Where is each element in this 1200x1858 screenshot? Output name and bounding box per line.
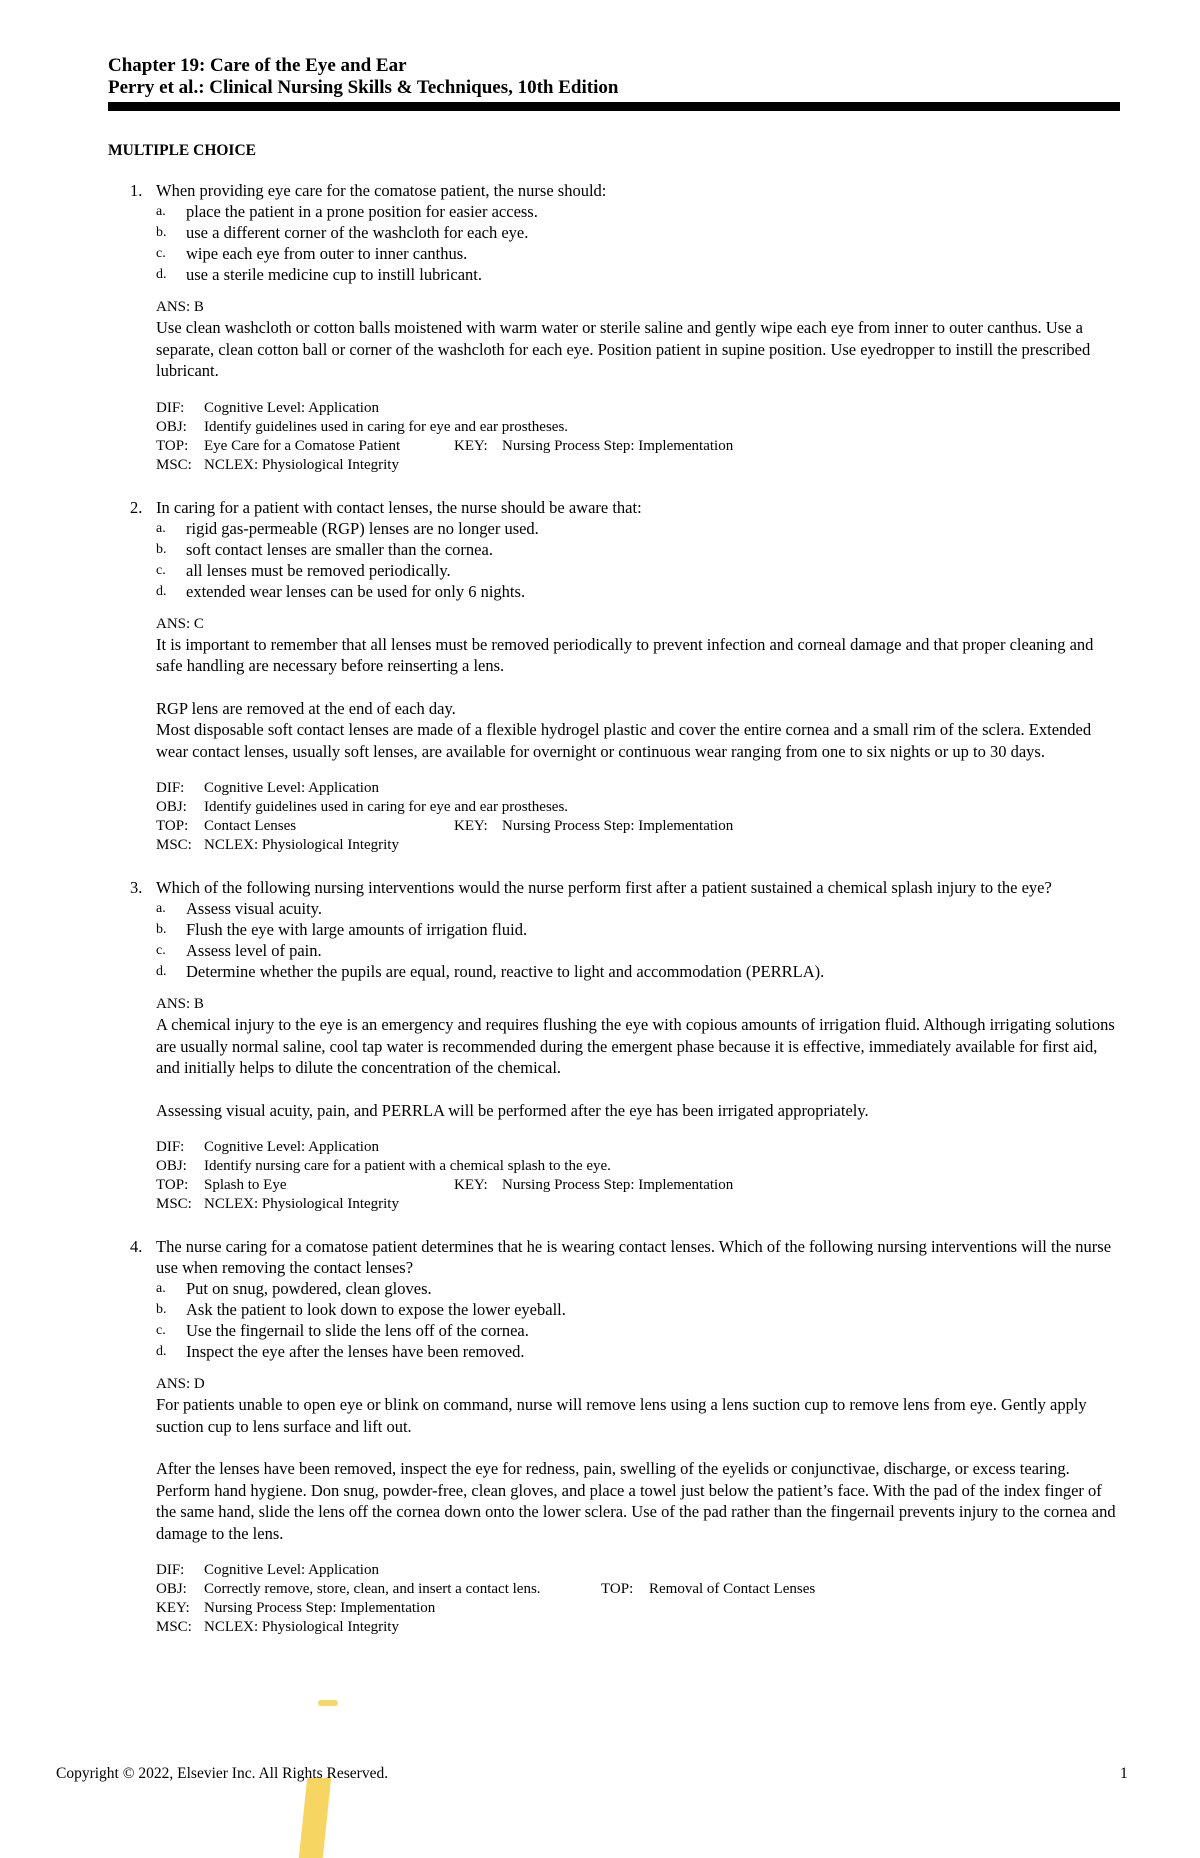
answer-option bbox=[156, 581, 1120, 602]
option-list bbox=[156, 201, 1120, 285]
rationale-paragraph: For patients unable to open eye or blink on command, nurse will remove lens using a lens suction cup to remove lens from eye. Gently apply suction cup to lens surface and lift out. bbox=[156, 1395, 1087, 1436]
key-value: Nursing Process Step: Implementation bbox=[502, 437, 734, 454]
paragraph-gap bbox=[156, 1437, 1120, 1458]
key-label: KEY: bbox=[454, 437, 488, 454]
answer-option bbox=[156, 243, 1120, 264]
question-stem: The nurse caring for a comatose patient determines that he is wearing contact lenses. Which of the following nursing interventions will the nurse use when removing the contact lenses? bbox=[156, 1237, 1112, 1277]
option-letter: c. bbox=[156, 246, 166, 261]
dif-value: Cognitive Level: Application bbox=[204, 399, 379, 416]
rationale-paragraph: After the lenses have been removed, inspect the eye for redness, pain, swelling of the eyelids or conjunctivae, discharge, or excess tearing. Perform hand hygiene. Don snug, powder-free, clean gloves, and place a towel just below the patient’s face. With the pad of the index finger of the same hand, slide the lens off the cornea down onto the lower sclera. Use of the pad rather than the fingernail prevents injury to the cornea and damage to the lens. bbox=[156, 1459, 1116, 1543]
obj-value: Correctly remove, store, clean, and insert a contact lens. bbox=[204, 1581, 541, 1597]
question-item bbox=[108, 497, 1120, 856]
header-rule bbox=[108, 102, 1120, 111]
option-text: place the patient in a prone position for easier access. bbox=[186, 202, 538, 221]
key-label: KEY: bbox=[454, 818, 488, 834]
option-text: Determine whether the pupils are equal, round, reactive to light and accommodation (PERRLA). bbox=[186, 962, 825, 981]
option-letter: b. bbox=[156, 541, 167, 557]
answer-option bbox=[156, 222, 1120, 243]
answer-option bbox=[156, 919, 1120, 940]
top-label: TOP: bbox=[156, 437, 189, 454]
top-label: TOP: bbox=[156, 1177, 189, 1193]
book-title: Perry et al.: Clinical Nursing Skills & Techniques, 10th Edition bbox=[108, 77, 619, 98]
obj-value: Identify nursing care for a patient with a chemical splash to the eye. bbox=[204, 1158, 611, 1174]
option-text: Put on snug, powdered, clean gloves. bbox=[186, 1279, 432, 1298]
answer-option bbox=[156, 898, 1120, 919]
msc-label: MSC: bbox=[156, 1196, 192, 1212]
option-letter: d. bbox=[156, 583, 167, 599]
top-value: Removal of Contact Lenses bbox=[649, 1581, 816, 1597]
copyright-notice: Copyright © 2022, Elsevier Inc. All Rights Reserved. bbox=[56, 1765, 389, 1782]
option-letter: c. bbox=[156, 943, 166, 958]
section-title: MULTIPLE CHOICE bbox=[108, 142, 256, 159]
rationale-paragraph: Most disposable soft contact lenses are made of a flexible hydrogel plastic and cover the entire cornea and a small rim of the sclera. Extended wear contact lenses, usually soft lenses, are available for overnight or continuous wear ranging from one to six nights or up to 30 days. bbox=[156, 720, 1092, 761]
msc-label: MSC: bbox=[156, 1619, 192, 1635]
top-value: Eye Care for a Comatose Patient bbox=[204, 437, 401, 454]
answer-option bbox=[156, 1320, 1120, 1341]
answer-option bbox=[156, 1299, 1120, 1320]
answer-option bbox=[156, 560, 1120, 581]
option-letter: a. bbox=[156, 901, 166, 916]
option-text: Use the fingernail to slide the lens off of the cornea. bbox=[186, 1321, 529, 1340]
question-metadata bbox=[156, 1561, 1120, 1637]
option-letter: c. bbox=[156, 1323, 166, 1338]
answer-option bbox=[156, 539, 1120, 560]
option-list bbox=[156, 1278, 1120, 1362]
option-letter: a. bbox=[156, 204, 166, 219]
key-label: KEY: bbox=[156, 1600, 190, 1616]
option-text: rigid gas-permeable (RGP) lenses are no longer used. bbox=[186, 518, 539, 538]
answer-option bbox=[156, 518, 1120, 539]
chapter-title: Chapter 19: Care of the Eye and Ear bbox=[108, 55, 407, 76]
option-text: Ask the patient to look down to expose the lower eyeball. bbox=[186, 1300, 566, 1319]
highlight-mark bbox=[318, 1700, 338, 1706]
key-value: Nursing Process Step: Implementation bbox=[502, 1177, 734, 1193]
obj-value: Identify guidelines used in caring for eye and ear prostheses. bbox=[204, 418, 569, 435]
answer-key: ANS: B bbox=[156, 996, 204, 1012]
top-value: Contact Lenses bbox=[204, 818, 297, 834]
highlight-mark bbox=[299, 1778, 331, 1858]
rationale-paragraph: It is important to remember that all lenses must be removed periodically to prevent infection and corneal damage and that proper cleaning and safe handling are necessary before reinserting a lens. bbox=[156, 634, 1094, 675]
answer-option bbox=[156, 1341, 1120, 1362]
msc-label: MSC: bbox=[156, 837, 192, 853]
dif-value: Cognitive Level: Application bbox=[204, 1562, 379, 1578]
answer-option bbox=[156, 961, 1120, 982]
rationale bbox=[156, 1014, 1120, 1121]
option-letter: c. bbox=[156, 562, 166, 578]
dif-label: DIF: bbox=[156, 1562, 185, 1578]
question-metadata bbox=[156, 1138, 1120, 1214]
dif-label: DIF: bbox=[156, 399, 185, 416]
option-text: use a sterile medicine cup to instill lubricant. bbox=[186, 265, 483, 284]
key-label: KEY: bbox=[454, 1177, 488, 1193]
rationale bbox=[156, 634, 1120, 763]
msc-value: NCLEX: Physiological Integrity bbox=[204, 837, 399, 853]
option-text: use a different corner of the washcloth for each eye. bbox=[186, 223, 529, 242]
question-stem: Which of the following nursing interventions would the nurse perform first after a patient sustained a chemical splash injury to the eye? bbox=[156, 878, 1052, 897]
option-letter: d. bbox=[156, 964, 167, 979]
answer-option bbox=[156, 1278, 1120, 1299]
question-item bbox=[108, 180, 1120, 475]
option-letter: d. bbox=[156, 1344, 167, 1359]
paragraph-gap bbox=[156, 1079, 1120, 1100]
answer-option bbox=[156, 940, 1120, 961]
dif-value: Cognitive Level: Application bbox=[204, 780, 379, 796]
question-metadata bbox=[156, 399, 1120, 475]
page-header bbox=[108, 55, 1120, 111]
obj-value: Identify guidelines used in caring for eye and ear prostheses. bbox=[204, 799, 569, 815]
option-text: Assess level of pain. bbox=[186, 941, 322, 960]
option-letter: b. bbox=[156, 225, 167, 240]
option-letter: b. bbox=[156, 922, 167, 937]
rationale bbox=[156, 1394, 1120, 1544]
option-list bbox=[156, 518, 1120, 602]
obj-label: OBJ: bbox=[156, 418, 187, 435]
question-metadata bbox=[156, 779, 1120, 855]
option-letter: b. bbox=[156, 1302, 167, 1317]
rationale-paragraph: Use clean washcloth or cotton balls moistened with warm water or sterile saline and gently wipe each eye from inner to outer canthus. Use a separate, clean cotton ball or corner of the washcloth for each eye. Position patient in supine position. Use eyedropper to instill the prescribed lubricant. bbox=[156, 318, 1091, 380]
top-value: Splash to Eye bbox=[204, 1177, 287, 1193]
answer-option bbox=[156, 264, 1120, 285]
dif-value: Cognitive Level: Application bbox=[204, 1139, 379, 1155]
option-letter: a. bbox=[156, 520, 166, 536]
rationale-paragraph: RGP lens are removed at the end of each day. bbox=[156, 698, 456, 718]
key-value: Nursing Process Step: Implementation bbox=[204, 1600, 436, 1616]
paragraph-gap bbox=[156, 677, 1120, 698]
option-text: Inspect the eye after the lenses have been removed. bbox=[186, 1342, 525, 1361]
obj-label: OBJ: bbox=[156, 1581, 187, 1597]
dif-label: DIF: bbox=[156, 780, 185, 796]
page-number: 1 bbox=[1120, 1765, 1128, 1782]
question-item bbox=[108, 1236, 1120, 1637]
option-text: Assess visual acuity. bbox=[186, 899, 322, 918]
top-label: TOP: bbox=[156, 818, 189, 834]
msc-value: NCLEX: Physiological Integrity bbox=[204, 1196, 399, 1212]
answer-option bbox=[156, 201, 1120, 222]
obj-label: OBJ: bbox=[156, 799, 187, 815]
msc-value: NCLEX: Physiological Integrity bbox=[204, 1619, 399, 1635]
question-number: 2. bbox=[130, 497, 143, 517]
option-list bbox=[156, 898, 1120, 982]
msc-label: MSC: bbox=[156, 456, 192, 473]
option-letter: d. bbox=[156, 267, 167, 282]
question-stem: In caring for a patient with contact lenses, the nurse should be aware that: bbox=[156, 497, 642, 517]
question-item bbox=[108, 877, 1120, 1214]
option-text: wipe each eye from outer to inner canthus. bbox=[186, 244, 468, 263]
question-stem: When providing eye care for the comatose patient, the nurse should: bbox=[156, 181, 607, 200]
question-number: 4. bbox=[130, 1237, 143, 1256]
rationale bbox=[156, 317, 1120, 382]
top-label: TOP: bbox=[601, 1581, 634, 1597]
answer-key: ANS: B bbox=[156, 299, 204, 315]
dif-label: DIF: bbox=[156, 1139, 185, 1155]
option-text: all lenses must be removed periodically. bbox=[186, 560, 451, 580]
answer-key: ANS: D bbox=[156, 1376, 205, 1392]
msc-value: NCLEX: Physiological Integrity bbox=[204, 456, 399, 473]
option-text: soft contact lenses are smaller than the cornea. bbox=[186, 539, 493, 559]
question-list bbox=[108, 180, 1120, 1659]
answer-key: ANS: C bbox=[156, 615, 204, 632]
option-text: extended wear lenses can be used for only 6 nights. bbox=[186, 581, 526, 601]
rationale-paragraph: A chemical injury to the eye is an emergency and requires flushing the eye with copious amounts of irrigation fluid. Although irrigating solutions are usually normal saline, cool tap water is recommended during the emergent phase because it is effective, immediately available for first aid, and initially helps to dilute the concentration of the chemical. bbox=[156, 1015, 1115, 1077]
obj-label: OBJ: bbox=[156, 1158, 187, 1174]
option-text: Flush the eye with large amounts of irrigation fluid. bbox=[186, 920, 528, 939]
question-number: 1. bbox=[130, 181, 143, 200]
question-number: 3. bbox=[130, 878, 143, 897]
option-letter: a. bbox=[156, 1281, 166, 1296]
rationale-paragraph: Assessing visual acuity, pain, and PERRLA will be performed after the eye has been irrigated appropriately. bbox=[156, 1100, 869, 1120]
key-value: Nursing Process Step: Implementation bbox=[502, 818, 734, 834]
